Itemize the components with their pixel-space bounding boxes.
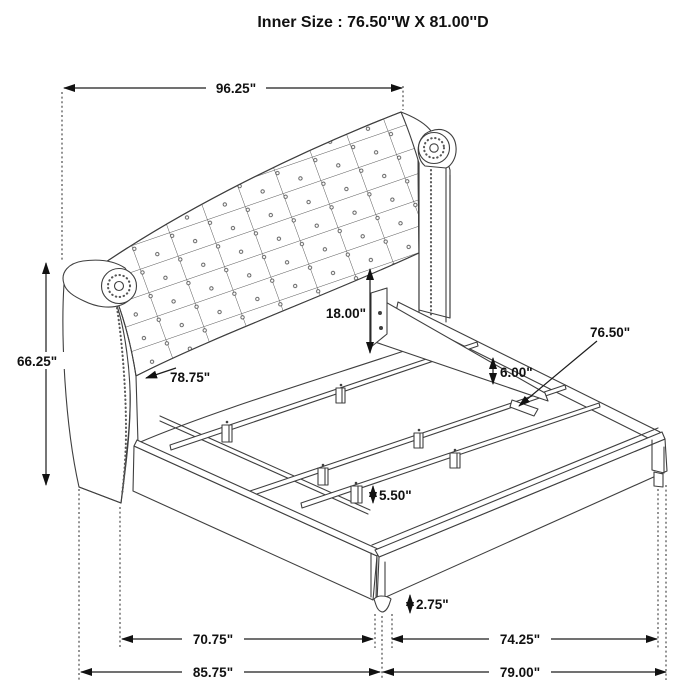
diagram-title: Inner Size : 76.50''W X 81.00''D <box>257 14 489 31</box>
dim-overall-width-label: 79.00" <box>499 665 541 680</box>
dim-side-rail-length <box>122 630 373 647</box>
dim-footboard-inner-width <box>392 630 657 647</box>
dim-headboard-inner-width-label: 78.75" <box>170 370 211 385</box>
dim-foot-leg-height-label: 2.75" <box>416 597 449 612</box>
dim-overall-width <box>383 663 666 680</box>
dim-slat-leg-height <box>373 486 412 503</box>
dim-footboard-inner-width-label: 74.25" <box>499 632 541 647</box>
dim-headboard-width-label: 96.25" <box>215 81 257 96</box>
slat-legs <box>222 388 460 503</box>
footboard-corner-leg <box>374 596 391 612</box>
headboard-left-wing <box>63 260 137 503</box>
dim-headboard-width <box>64 79 402 96</box>
footboard-rail <box>371 428 667 601</box>
dim-slat-leg-height-label: 5.50" <box>379 488 412 503</box>
dim-slat-length-label: 76.50" <box>590 325 631 340</box>
dim-foot-leg-height <box>410 595 449 613</box>
dim-rail-height-label: 6.00" <box>500 365 533 380</box>
dim-overall-depth-label: 85.75" <box>192 665 234 680</box>
dim-overall-depth <box>81 663 380 680</box>
dim-headboard-height-label: 66.25" <box>17 354 58 369</box>
dim-headboard-lower-panel-label: 18.00" <box>325 306 366 321</box>
dim-headboard-height <box>14 263 66 485</box>
dim-side-rail-length-label: 70.75" <box>192 632 234 647</box>
